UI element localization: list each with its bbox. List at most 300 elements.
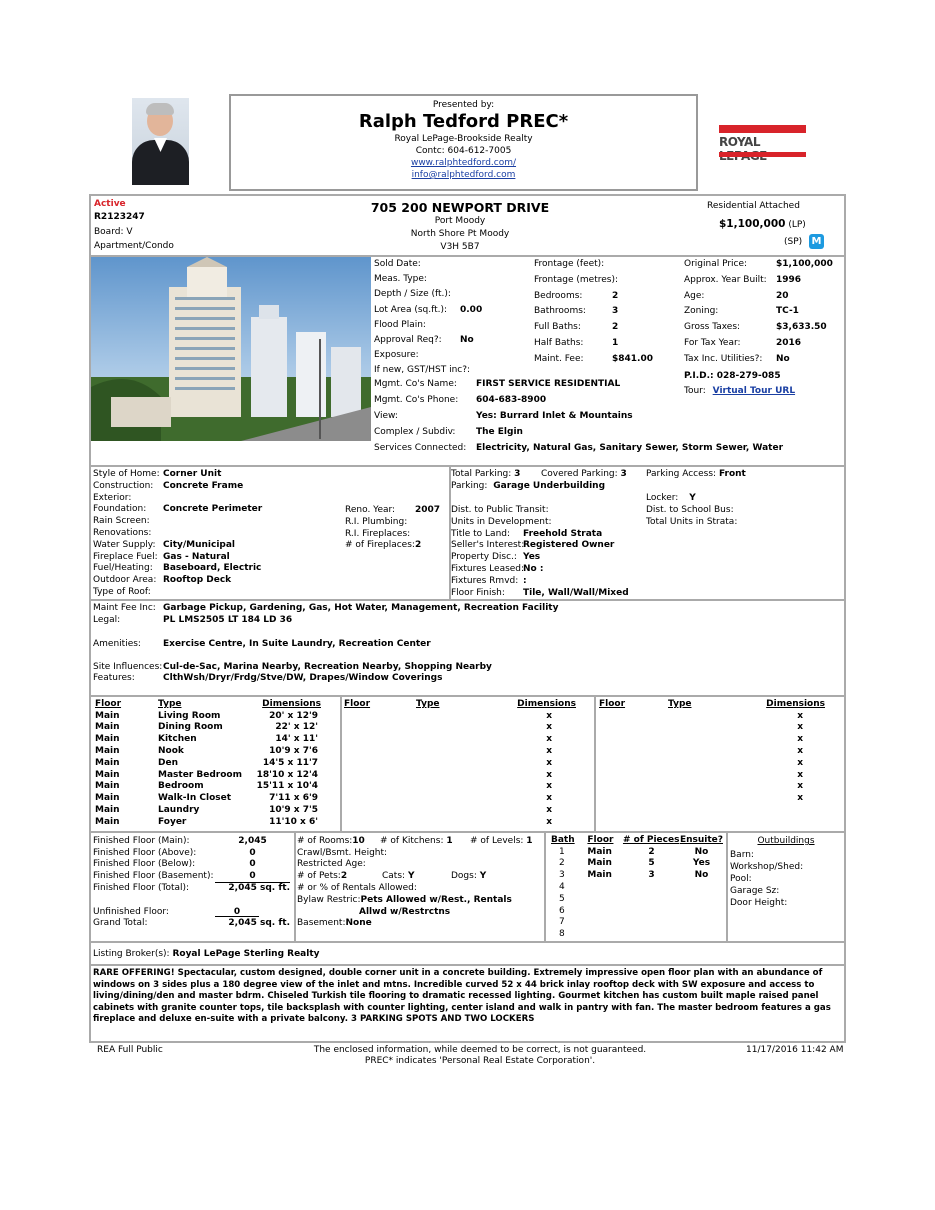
property-type: Apartment/Condo	[94, 241, 174, 251]
strata-value: Yes	[523, 552, 541, 563]
postal-code: V3H 5B7	[440, 242, 480, 252]
strata-row	[451, 588, 629, 599]
construction-value: Baseboard, Electric	[163, 563, 262, 574]
construction-label: Rain Screen:	[93, 516, 150, 527]
strata-label: Fixtures Leased:	[451, 564, 525, 574]
detail-wide-row	[374, 379, 620, 390]
strata-label: Floor Finish:	[451, 587, 505, 598]
detail-wide-row	[374, 443, 783, 454]
amenities: Exercise Centre, In Suite Laundry, Recreation Center	[163, 639, 431, 649]
room-dimensions-x: x	[546, 769, 552, 780]
strata-value: Freehold Strata	[523, 528, 603, 539]
room-row-empty	[599, 710, 825, 722]
bath-ensuite	[680, 893, 723, 905]
area-value: 0	[249, 859, 256, 870]
detail-wide-label: Mgmt. Co's Phone:	[374, 395, 459, 405]
parking-access: Front	[718, 469, 746, 479]
room-floor: Main	[95, 757, 120, 768]
footer-disclaimer: The enclosed information, while deemed to be correct, is not guaranteed.	[313, 1045, 647, 1055]
status-badge: Active	[94, 199, 126, 209]
construction-row	[93, 540, 235, 551]
detail-col1-label: Lot Area (sq.ft.):	[374, 304, 448, 315]
detail-col2-value: 2	[612, 290, 619, 301]
detail-col2-value: 1	[612, 338, 619, 348]
bath-ensuite	[680, 928, 723, 940]
area-row	[93, 836, 290, 847]
bath-ensuite: No	[694, 846, 709, 857]
bath-pieces: 5	[648, 858, 655, 869]
detail-col3-label: Tax Inc. Utilities?:	[684, 353, 763, 364]
area-row	[93, 859, 290, 870]
construction-label: Renovations:	[93, 528, 152, 538]
room-type: Dining Room	[158, 722, 223, 733]
room-floor: Main	[95, 793, 120, 804]
construction-value: Concrete Perimeter	[163, 504, 263, 515]
bath-floor	[587, 893, 623, 905]
room-floor: Main	[95, 722, 120, 733]
virtual-tour-link[interactable]: Virtual Tour URL	[712, 386, 796, 396]
num-pets: 2	[340, 871, 348, 881]
room-dimensions: 20' x 12'9	[269, 710, 318, 721]
detail-col2-row	[534, 259, 612, 270]
agent-company: Royal LePage-Brookside Realty	[394, 134, 533, 144]
rooms-table-1: Floor Type Dimensions Main Living Room 20' x 12'9 Main Dining Room 22' x 12' Main Kitchen 14' x 11' Main Nook 10'9 x 7'6 Main Den 14'5 x 11'7 Main Master Bedroom 18'10 x 12'4 Main Bedroom 15'11 x 10'4 Main Walk-In Closet 7'11 x 6'9 Main Laundry 10'9 x 7'5 Main Foyer 11'10 x 6'	[95, 698, 321, 827]
detail-col2-label: Half Baths:	[534, 338, 584, 348]
construction-row	[93, 469, 221, 480]
detail-col2-value: 2	[612, 322, 619, 333]
detail-col1-value: No	[460, 335, 474, 345]
detail-col3-value: $1,100,000	[776, 259, 833, 269]
detail-col2-label: Bathrooms:	[534, 306, 586, 317]
room-dimensions: 18'10 x 12'4	[256, 769, 318, 780]
bath-row	[551, 858, 723, 870]
strata-label: Fixtures Rmvd:	[451, 575, 519, 586]
area-label: Finished Floor (Main):	[93, 836, 190, 846]
construction-row	[93, 552, 230, 563]
bath-pieces	[623, 917, 680, 929]
strata-extra-label: Dist. to School Bus:	[646, 505, 734, 515]
bylaw-1: Pets Allowed w/Rest., Rentals	[360, 895, 512, 905]
detail-col1-label: If new, GST/HST inc?:	[374, 365, 471, 376]
bath-number: 4	[559, 882, 565, 893]
detail-wide-value: 604-683-8900	[476, 395, 547, 405]
strata-row	[451, 576, 527, 587]
detail-col2-row	[534, 274, 619, 286]
bath-number: 7	[559, 917, 565, 928]
detail-col2-row	[534, 291, 618, 302]
agent-email-link[interactable]: info@ralphtedford.com	[411, 170, 516, 180]
room-row-empty	[599, 733, 825, 745]
detail-wide-value: Yes: Burrard Inlet & Mountains	[476, 411, 633, 421]
bath-pieces	[623, 881, 680, 893]
room-dimensions-x: x	[546, 734, 552, 745]
rooms-table-3: Floor Type Dimensions x x x x x x x x	[599, 698, 825, 804]
features: ClthWsh/Dryr/Frdg/Stve/DW, Drapes/Window Coverings	[163, 673, 443, 683]
legal: PL LMS2505 LT 184 LD 36	[163, 615, 293, 625]
room-floor: Main	[95, 769, 120, 780]
site-influences: Cul-de-Sac, Marina Nearby, Recreation Nearby, Shopping Nearby	[163, 662, 492, 672]
strata-label: Property Disc.:	[451, 552, 517, 563]
room-dimensions-x: x	[797, 781, 803, 792]
area-row	[93, 883, 290, 894]
detail-wide-row	[374, 427, 523, 438]
detail-col2-value: $841.00	[612, 353, 653, 364]
detail-col1-row	[374, 289, 460, 300]
room-dimensions: 15'11 x 10'4	[256, 781, 318, 792]
strata-extra-row	[646, 505, 746, 516]
room-row	[95, 792, 321, 804]
maint-fee-includes: Garbage Pickup, Gardening, Gas, Hot Water, Management, Recreation Facility	[163, 603, 559, 613]
detail-col3-label: Original Price:	[684, 259, 748, 269]
room-dimensions-x: x	[546, 781, 552, 792]
city: Port Moody	[434, 216, 486, 226]
detail-wide-row	[374, 411, 633, 422]
detail-col1-row	[374, 305, 482, 316]
bath-floor: Main	[587, 858, 612, 869]
bath-row	[551, 881, 723, 893]
crawl-height: Crawl/Bsmt. Height:	[297, 848, 388, 858]
construction-label: Water Supply:	[93, 539, 156, 550]
bath-ensuite	[680, 881, 723, 893]
outbuilding-item: Door Height:	[730, 898, 788, 908]
renovation-value: 2007	[415, 505, 441, 515]
room-row	[95, 733, 321, 745]
detail-col3-row	[684, 306, 799, 317]
royal-lepage-logo: ROYAL	[719, 125, 806, 159]
construction-label: Style of Home:	[93, 469, 160, 479]
room-row	[95, 816, 321, 828]
detail-wide-value: The Elgin	[476, 427, 523, 437]
construction-row	[93, 575, 231, 586]
footer-left: REA Full Public	[97, 1045, 163, 1055]
detail-col3-row	[684, 354, 790, 365]
room-floor: Main	[95, 710, 120, 721]
room-row	[95, 710, 321, 722]
room-row-empty	[599, 745, 825, 757]
num-levels: 1	[526, 836, 533, 846]
construction-value: Concrete Frame	[163, 480, 244, 491]
room-dimensions-x: x	[797, 734, 803, 745]
room-row	[95, 757, 321, 769]
room-row-empty	[344, 792, 576, 804]
bath-floor: Main	[587, 846, 612, 857]
area: North Shore Pt Moody	[410, 229, 510, 239]
covered-parking: 3	[620, 469, 627, 479]
strata-value: :	[523, 575, 527, 586]
bath-pieces: 3	[648, 870, 655, 881]
construction-row	[93, 587, 163, 598]
room-row-empty	[599, 781, 825, 793]
detail-col3-row	[684, 259, 833, 270]
detail-col1-value: 0.00	[460, 304, 483, 315]
bath-row	[551, 846, 723, 858]
detail-col2-value: 3	[612, 306, 619, 317]
detail-col3-row	[684, 275, 801, 286]
room-type: Master Bedroom	[158, 769, 242, 780]
room-type: Walk-In Closet	[158, 793, 232, 804]
renovation-label: Reno. Year:	[345, 505, 396, 515]
room-row-empty	[344, 733, 576, 745]
strata-extra-row	[646, 517, 746, 528]
bath-number: 3	[559, 870, 565, 881]
room-row-empty	[344, 769, 576, 781]
renovation-row	[345, 517, 415, 528]
detail-col2-label: Frontage (feet):	[534, 259, 605, 269]
room-row-empty	[344, 757, 576, 769]
construction-row	[93, 528, 163, 539]
construction-row	[93, 493, 163, 504]
detail-col1-row	[374, 365, 471, 376]
room-dimensions: 14' x 11'	[275, 734, 318, 745]
bath-pieces: 2	[648, 846, 655, 857]
room-dimensions: 14'5 x 11'7	[262, 757, 318, 768]
room-dimensions-x: x	[546, 793, 552, 804]
bath-number: 5	[559, 893, 565, 904]
detail-col3-label: Gross Taxes:	[684, 322, 741, 333]
rentals-allowed: # or % of Rentals Allowed:	[297, 883, 417, 893]
detail-col3-label: Zoning:	[684, 306, 719, 317]
room-row	[95, 769, 321, 781]
locker: Y	[689, 493, 696, 503]
bath-pieces	[623, 928, 680, 940]
room-row-empty	[599, 769, 825, 781]
room-row-empty	[599, 722, 825, 734]
room-floor: Main	[95, 805, 120, 816]
outbuilding-item: Workshop/Shed:	[730, 862, 804, 872]
construction-row	[93, 481, 243, 492]
m-badge: M	[809, 234, 824, 249]
room-type: Nook	[158, 746, 184, 757]
detail-col3-row	[684, 322, 827, 333]
strata-label: Units in Development:	[451, 516, 552, 527]
area-value: 2,045 sq. ft.	[228, 882, 290, 893]
strata-label: Seller's Interest:	[451, 540, 525, 551]
bath-floor	[587, 905, 623, 917]
strata-label: Title to Land:	[451, 528, 511, 539]
room-row	[95, 722, 321, 734]
bath-row	[551, 869, 723, 881]
renovation-row	[345, 540, 421, 551]
detail-col1-row	[374, 274, 460, 285]
room-row	[95, 745, 321, 757]
outbuilding-item: Garage Sz:	[730, 886, 780, 896]
room-type: Kitchen	[158, 734, 197, 745]
room-type: Den	[158, 757, 178, 768]
detail-col2-label: Frontage (metres):	[534, 274, 619, 285]
room-floor: Main	[95, 734, 120, 745]
area-row	[93, 871, 290, 882]
strata-value: No :	[523, 564, 544, 574]
room-row-empty	[344, 745, 576, 757]
renovation-label: R.I. Fireplaces:	[345, 528, 411, 539]
room-dimensions: 22' x 12'	[275, 722, 318, 733]
category: Residential Attached	[707, 201, 800, 211]
room-floor: Main	[95, 746, 120, 757]
bath-number: 6	[559, 905, 565, 916]
parking-type: Garage Underbuilding	[493, 481, 606, 491]
strata-label: Dist. to Public Transit:	[451, 505, 549, 515]
num-kitchens: 1	[446, 836, 453, 846]
room-dimensions-x: x	[797, 722, 803, 733]
detail-col2-row	[534, 354, 653, 365]
area-label: Finished Floor (Below):	[93, 859, 196, 870]
grand-total: 2,045 sq. ft.	[228, 918, 290, 928]
footer-timestamp: 11/17/2016 11:42 AM	[746, 1045, 844, 1055]
room-type: Living Room	[158, 710, 221, 721]
tour-label: Tour:	[684, 386, 706, 396]
strata-row	[451, 505, 549, 516]
bath-floor	[587, 881, 623, 893]
room-row-empty	[344, 722, 576, 734]
detail-col1-row	[374, 320, 460, 331]
bath-row	[551, 893, 723, 905]
area-value: 0	[249, 847, 256, 858]
construction-row	[93, 504, 262, 515]
detail-col2-label: Bedrooms:	[534, 290, 583, 301]
address: 705 200 NEWPORT DRIVE	[370, 200, 550, 215]
board: Board: V	[94, 227, 133, 237]
construction-label: Outdoor Area:	[93, 575, 157, 586]
rooms-table-2: Floor Type Dimensions x x x x x x x x x x	[344, 698, 576, 827]
detail-col3-value: 2016	[776, 338, 802, 348]
construction-value: Gas - Natural	[163, 551, 230, 562]
detail-col3-row	[684, 338, 801, 349]
construction-label: Foundation:	[93, 504, 147, 515]
bath-ensuite: No	[694, 870, 709, 881]
detail-col2-label: Full Baths:	[534, 322, 581, 333]
room-floor: Main	[95, 781, 120, 792]
construction-label: Fuel/Heating:	[93, 563, 153, 574]
strata-value: Registered Owner	[523, 540, 615, 551]
detail-col1-label: Approval Req?:	[374, 335, 442, 345]
renovation-label: R.I. Plumbing:	[345, 516, 408, 527]
detail-col3-value: $3,633.50	[776, 322, 827, 333]
bath-ensuite	[680, 905, 723, 917]
construction-row	[93, 563, 261, 574]
bath-row	[551, 917, 723, 929]
detail-col1-label: Sold Date:	[374, 259, 421, 269]
detail-col1-label: Meas. Type:	[374, 274, 427, 285]
room-row-empty	[344, 781, 576, 793]
room-type: Bedroom	[158, 781, 204, 792]
room-row	[95, 804, 321, 816]
room-row-empty	[599, 757, 825, 769]
strata-extra-label: Total Units in Strata:	[646, 516, 738, 527]
detail-col3-value: No	[776, 353, 790, 364]
area-row	[93, 848, 290, 859]
basement: None	[345, 918, 372, 928]
strata-row	[451, 529, 602, 540]
strata-row	[451, 564, 543, 575]
detail-wide-value: Electricity, Natural Gas, Sanitary Sewer, Storm Sewer, Water	[476, 443, 784, 453]
detail-col3-label: Age:	[684, 290, 705, 301]
renovation-label: # of Fireplaces:	[345, 540, 415, 551]
construction-label: Type of Roof:	[93, 587, 151, 597]
bath-ensuite	[680, 917, 723, 929]
agent-contact: Contc: 604-612-7005	[415, 146, 512, 156]
sold-price-label: (SP)	[784, 237, 803, 247]
bath-number: 2	[559, 858, 565, 869]
strata-row	[451, 552, 540, 563]
bath-row	[551, 905, 723, 917]
detail-col1-label: Exposure:	[374, 350, 419, 361]
room-dimensions-x: x	[546, 805, 552, 816]
room-row-empty	[599, 792, 825, 804]
room-dimensions-x: x	[546, 710, 552, 721]
detail-col3-value: 1996	[776, 274, 802, 285]
detail-col2-row	[534, 322, 618, 333]
construction-label: Construction:	[93, 480, 154, 491]
detail-col1-row	[374, 259, 460, 270]
detail-wide-value: FIRST SERVICE RESIDENTIAL	[476, 379, 621, 389]
room-row-empty	[344, 710, 576, 722]
total-parking: 3	[514, 469, 521, 479]
room-dimensions: 7'11 x 6'9	[269, 793, 318, 804]
baths-table: Bath Floor # of Pieces Ensuite? 1 Main 2 No 2 Main 5 Yes 3 Main 3 No 4 5 6 7 8	[551, 834, 723, 940]
strata-row	[451, 516, 552, 528]
room-dimensions-x: x	[546, 816, 552, 827]
renovation-row	[345, 529, 415, 540]
pid: P.I.D.: 028-279-085	[684, 371, 781, 381]
agent-name: Ralph Tedford PREC*	[358, 111, 569, 132]
room-row-empty	[344, 804, 576, 816]
room-dimensions-x: x	[546, 757, 552, 768]
footer-prec: PREC* indicates 'Personal Real Estate Corporation'.	[364, 1056, 596, 1066]
cats: Y	[407, 871, 415, 881]
detail-wide-label: View:	[374, 411, 398, 421]
list-price: $1,100,000	[719, 218, 786, 230]
dogs: Y	[479, 871, 487, 881]
bylaw-2: Allwd w/Restrctns	[359, 907, 451, 917]
bath-floor: Main	[587, 870, 612, 881]
strata-row	[451, 540, 614, 551]
bath-floor	[587, 917, 623, 929]
detail-wide-row	[374, 395, 546, 406]
room-dimensions: 11'10 x 6'	[269, 816, 318, 827]
area-label: Finished Floor (Basement):	[93, 871, 214, 882]
detail-col3-value: TC-1	[776, 306, 799, 317]
area-label: Finished Floor (Total):	[93, 882, 190, 893]
renovation-value: 2	[415, 540, 422, 551]
room-type: Laundry	[158, 805, 200, 816]
restricted-age: Restricted Age:	[297, 859, 366, 869]
bath-pieces	[623, 905, 680, 917]
detail-col3-label: Approx. Year Built:	[684, 274, 767, 285]
agent-website-link[interactable]: www.ralphtedford.com/	[410, 158, 517, 168]
list-price-suffix: (LP)	[788, 220, 806, 230]
room-dimensions: 10'9 x 7'5	[269, 805, 318, 816]
bath-number: 8	[559, 929, 565, 940]
mls-number: R2123247	[94, 212, 145, 222]
bath-floor	[587, 928, 623, 940]
room-dimensions-x: x	[546, 722, 552, 733]
detail-col3-label: For Tax Year:	[684, 338, 741, 348]
bath-pieces	[623, 893, 680, 905]
num-rooms: 10	[352, 836, 365, 846]
agent-photo	[132, 98, 189, 185]
area-label: Finished Floor (Above):	[93, 847, 197, 858]
room-dimensions-x: x	[797, 769, 803, 780]
renovation-row	[345, 505, 440, 516]
bath-ensuite: Yes	[692, 858, 711, 869]
detail-wide-label: Services Connected:	[374, 443, 467, 453]
detail-col2-row	[534, 338, 618, 349]
outbuilding-item: Barn:	[730, 850, 754, 860]
remarks: RARE OFFERING! Spectacular, custom designed, double corner unit in a concrete building. Extremely impressive open floor plan with an abundance of windows on 3 sides plus a 180 degree view of the inlet and mtns. Incredible curved 52 x 44 brick inlay rooftop deck with SW exposure and access to living/dining/den and master bdrm. Chiseled Turkish tile flooring to dramatic recessed lighting. Gourmet kitchen has custom built maple raised panel cabinets with granite counter tops, tile backsplash with counter lighting, center island and walk in pantry with fan. The master bedroom features a gas fireplace and deluxe en-suite with a private balcony. 3 PARKING SPOTS AND TWO LOCKERS	[93, 968, 831, 1025]
strata-value: Tile, Wall/Wall/Mixed	[523, 587, 629, 598]
room-row	[95, 781, 321, 793]
detail-col2-row	[534, 306, 618, 317]
